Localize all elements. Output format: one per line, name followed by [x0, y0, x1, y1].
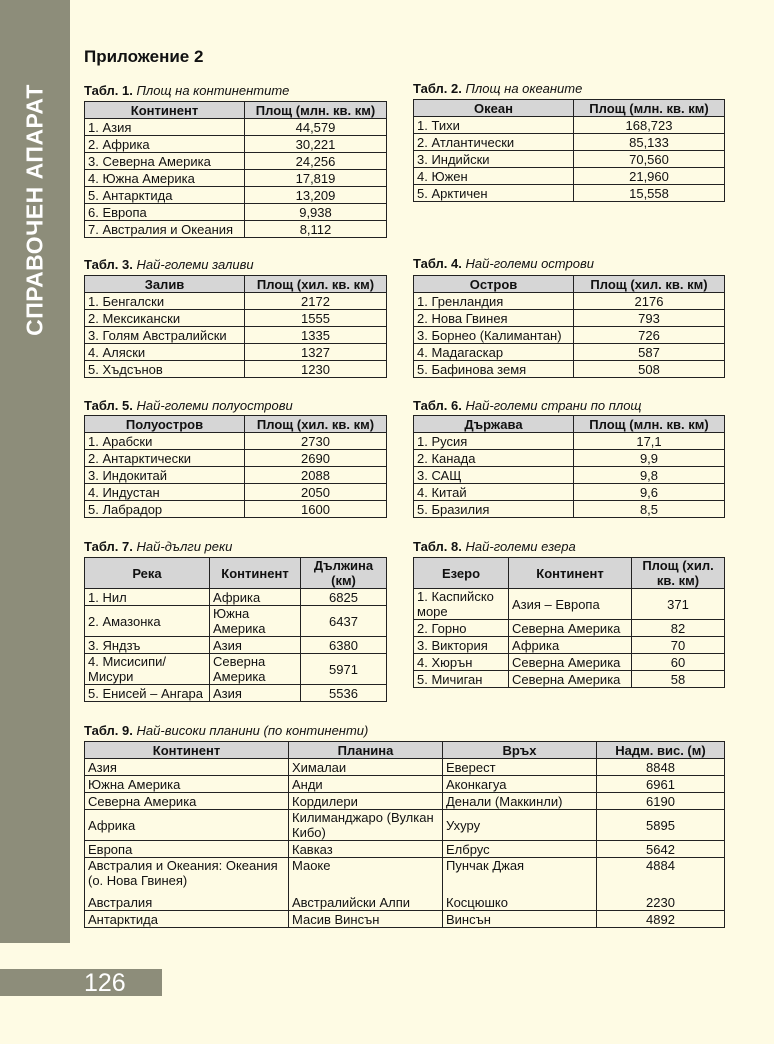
table-cell: 5. Бразилия: [414, 501, 574, 518]
table-1-header: Площ (млн. кв. км): [245, 102, 387, 119]
table-1-name: Площ на континентите: [136, 83, 290, 98]
table-cell: Европа: [85, 841, 289, 858]
table-cell: 4. Индустан: [85, 484, 245, 501]
table-9-header: Връх: [443, 742, 597, 759]
table-cell: 1. Каспийско море: [414, 589, 509, 620]
table-6-number: Табл. 6.: [413, 398, 462, 413]
table-row: [85, 654, 387, 685]
table-cell: 44,579: [245, 119, 387, 136]
table-6: [413, 415, 725, 518]
table-cell: 1335: [245, 327, 387, 344]
table-4-caption: [413, 256, 594, 271]
table-cell: 2. Нова Гвинея: [414, 310, 574, 327]
table-cell: Африка: [85, 810, 289, 841]
table-cell: 82: [632, 620, 725, 637]
table-cell: 21,960: [574, 168, 725, 185]
table-row: [414, 637, 725, 654]
table-row: [85, 204, 387, 221]
table-cell: 1. Гренландия: [414, 293, 574, 310]
table-row: [85, 841, 725, 858]
table-cell: 4. Южна Америка: [85, 170, 245, 187]
table-cell: Пунчак Джая: [443, 858, 597, 895]
table-cell: 5536: [301, 685, 387, 702]
table-row: [85, 467, 387, 484]
table-cell: Северна Америка: [509, 654, 632, 671]
table-row: [85, 153, 387, 170]
table-row: [85, 187, 387, 204]
table-cell: 70,560: [574, 151, 725, 168]
table-cell: 17,1: [574, 433, 725, 450]
table-cell: Австралийски Алпи: [289, 894, 443, 911]
table-2: [413, 99, 725, 202]
table-cell: 3. Голям Австралийски: [85, 327, 245, 344]
sidebar: [0, 0, 70, 943]
table-3-header: Залив: [85, 276, 245, 293]
table-cell: 3. Виктория: [414, 637, 509, 654]
table-cell: 2230: [597, 894, 725, 911]
table-cell: 1555: [245, 310, 387, 327]
table-row: [414, 671, 725, 688]
table-cell: Косцюшко: [443, 894, 597, 911]
table-cell: 5. Енисей – Ангара: [85, 685, 210, 702]
table-1: [84, 101, 387, 238]
table-cell: Азия: [210, 637, 301, 654]
table-cell: 7. Австралия и Океания: [85, 221, 245, 238]
table-cell: 8848: [597, 759, 725, 776]
table-row: [414, 433, 725, 450]
table-cell: 5895: [597, 810, 725, 841]
table-row: [85, 858, 725, 895]
table-cell: 8,112: [245, 221, 387, 238]
table-5: [84, 415, 387, 518]
table-row: [414, 450, 725, 467]
page-title: Приложение 2: [84, 47, 204, 66]
table-5-header: Полуостров: [85, 416, 245, 433]
table-cell: 6961: [597, 776, 725, 793]
table-cell: 2690: [245, 450, 387, 467]
table-5-caption: [84, 398, 293, 413]
table-cell: Денали (Маккинли): [443, 793, 597, 810]
table-row: [85, 310, 387, 327]
table-row: [414, 467, 725, 484]
table-2-header: Океан: [414, 100, 574, 117]
table-cell: Ухуру: [443, 810, 597, 841]
table-row: [85, 501, 387, 518]
table-cell: Южна Америка: [210, 606, 301, 637]
table-cell: Северна Америка: [509, 620, 632, 637]
table-cell: 3. Борнео (Калимантан): [414, 327, 574, 344]
table-cell: Северна Америка: [210, 654, 301, 685]
table-cell: 5642: [597, 841, 725, 858]
table-cell: 3. Индокитай: [85, 467, 245, 484]
table-row: [414, 293, 725, 310]
table-cell: 1. Азия: [85, 119, 245, 136]
table-cell: Винсън: [443, 911, 597, 928]
table-6-name: Най-големи страни по площ: [465, 398, 642, 413]
table-cell: 587: [574, 344, 725, 361]
table-row: [85, 433, 387, 450]
table-cell: 5. Мичиган: [414, 671, 509, 688]
table-5-header: Площ (хил. кв. км): [245, 416, 387, 433]
table-cell: 371: [632, 589, 725, 620]
table-row: [414, 484, 725, 501]
table-row: [85, 293, 387, 310]
table-cell: Австралия и Океания: Океания (о. Нова Гвинея): [85, 858, 289, 895]
table-cell: Еверест: [443, 759, 597, 776]
table-9-number: Табл. 9.: [84, 723, 133, 738]
table-cell: 70: [632, 637, 725, 654]
table-cell: Масив Винсън: [289, 911, 443, 928]
table-cell: 6. Европа: [85, 204, 245, 221]
table-row: [85, 589, 387, 606]
table-row: [85, 450, 387, 467]
table-row: [414, 134, 725, 151]
table-cell: 13,209: [245, 187, 387, 204]
table-4-header: Площ (хил. кв. км): [574, 276, 725, 293]
table-cell: 2. Мексикански: [85, 310, 245, 327]
table-cell: 24,256: [245, 153, 387, 170]
table-cell: 9,938: [245, 204, 387, 221]
table-cell: 2. Африка: [85, 136, 245, 153]
sidebar-label: СПРАВОЧЕН АПАРАТ: [21, 84, 48, 336]
table-7-header: Дължина (км): [301, 558, 387, 589]
table-cell: Южна Америка: [85, 776, 289, 793]
table-6-caption: [413, 398, 642, 413]
table-8-number: Табл. 8.: [413, 539, 462, 554]
table-cell: 5. Бафинова земя: [414, 361, 574, 378]
table-cell: 5. Арктичен: [414, 185, 574, 202]
table-9-header: Надм. вис. (м): [597, 742, 725, 759]
table-cell: Северна Америка: [509, 671, 632, 688]
table-cell: Аконкагуа: [443, 776, 597, 793]
table-9-header: Планина: [289, 742, 443, 759]
table-cell: 1. Нил: [85, 589, 210, 606]
table-row: [85, 484, 387, 501]
table-3-number: Табл. 3.: [84, 257, 133, 272]
table-8-header: Площ (хил. кв. км): [632, 558, 725, 589]
table-8: [413, 557, 725, 688]
table-9: [84, 741, 725, 928]
table-row: [85, 759, 725, 776]
table-cell: 726: [574, 327, 725, 344]
table-cell: 1. Русия: [414, 433, 574, 450]
page-number-bar: [0, 969, 162, 996]
table-row: [85, 361, 387, 378]
table-cell: 2730: [245, 433, 387, 450]
table-cell: 2172: [245, 293, 387, 310]
table-row: [414, 310, 725, 327]
table-8-header: Езеро: [414, 558, 509, 589]
table-8-name: Най-големи езера: [465, 539, 576, 554]
table-cell: 9,9: [574, 450, 725, 467]
table-cell: 9,8: [574, 467, 725, 484]
table-cell: 6380: [301, 637, 387, 654]
table-cell: 5971: [301, 654, 387, 685]
table-3-caption: [84, 257, 254, 272]
table-cell: Кордилери: [289, 793, 443, 810]
table-row: [414, 168, 725, 185]
table-row: [85, 685, 387, 702]
table-cell: 30,221: [245, 136, 387, 153]
table-cell: 5. Лабрадор: [85, 501, 245, 518]
table-row: [85, 894, 725, 911]
table-cell: 2. Атлантически: [414, 134, 574, 151]
table-cell: 4884: [597, 858, 725, 895]
table-cell: 6825: [301, 589, 387, 606]
table-row: [414, 117, 725, 134]
table-cell: 4. Мисисипи/ Мисури: [85, 654, 210, 685]
table-2-caption: [413, 81, 582, 96]
table-cell: Антарктида: [85, 911, 289, 928]
table-cell: 85,133: [574, 134, 725, 151]
table-cell: 4. Китай: [414, 484, 574, 501]
table-4-name: Най-големи острови: [465, 256, 594, 271]
table-cell: Африка: [509, 637, 632, 654]
table-row: [85, 344, 387, 361]
table-cell: 1. Тихи: [414, 117, 574, 134]
table-4: [413, 275, 725, 378]
table-cell: 3. Яндзъ: [85, 637, 210, 654]
table-row: [85, 119, 387, 136]
table-cell: 8,5: [574, 501, 725, 518]
table-cell: 4. Мадагаскар: [414, 344, 574, 361]
table-cell: Хималаи: [289, 759, 443, 776]
table-cell: 3. Северна Америка: [85, 153, 245, 170]
table-row: [414, 589, 725, 620]
table-7-name: Най-дълги реки: [136, 539, 233, 554]
table-cell: 1. Арабски: [85, 433, 245, 450]
table-cell: 793: [574, 310, 725, 327]
table-cell: 4. Аляски: [85, 344, 245, 361]
table-3-name: Най-големи заливи: [136, 257, 254, 272]
table-9-caption: [84, 723, 368, 738]
table-row: [414, 185, 725, 202]
table-cell: 168,723: [574, 117, 725, 134]
table-cell: 1600: [245, 501, 387, 518]
table-cell: 4. Хюрън: [414, 654, 509, 671]
table-1-caption: [84, 83, 289, 98]
table-9-name: Най-високи планини (по континенти): [136, 723, 369, 738]
table-cell: Африка: [210, 589, 301, 606]
table-cell: Елбрус: [443, 841, 597, 858]
table-9-header: Континент: [85, 742, 289, 759]
page-number: 126: [84, 969, 126, 997]
table-cell: 1327: [245, 344, 387, 361]
table-row: [414, 501, 725, 518]
table-cell: 1230: [245, 361, 387, 378]
table-cell: 4892: [597, 911, 725, 928]
table-5-name: Най-големи полуострови: [136, 398, 293, 413]
table-row: [414, 620, 725, 637]
table-row: [414, 361, 725, 378]
table-cell: 2. Амазонка: [85, 606, 210, 637]
table-row: [85, 637, 387, 654]
table-cell: Анди: [289, 776, 443, 793]
table-cell: 1. Бенгалски: [85, 293, 245, 310]
table-row: [85, 911, 725, 928]
table-row: [414, 151, 725, 168]
table-7: [84, 557, 387, 702]
table-cell: 58: [632, 671, 725, 688]
table-8-header: Континент: [509, 558, 632, 589]
table-row: [85, 606, 387, 637]
table-6-header: Държава: [414, 416, 574, 433]
table-row: [85, 221, 387, 238]
table-cell: Маоке: [289, 858, 443, 895]
table-row: [414, 344, 725, 361]
table-6-header: Площ (млн. кв. км): [574, 416, 725, 433]
table-cell: 6437: [301, 606, 387, 637]
table-cell: Азия – Европа: [509, 589, 632, 620]
table-3-header: Площ (хил. кв. км): [245, 276, 387, 293]
table-2-number: Табл. 2.: [413, 81, 462, 96]
table-cell: Азия: [85, 759, 289, 776]
table-cell: 3. Индийски: [414, 151, 574, 168]
table-cell: Килиманджаро (Вулкан Кибо): [289, 810, 443, 841]
table-cell: 5. Антарктида: [85, 187, 245, 204]
table-5-number: Табл. 5.: [84, 398, 133, 413]
table-cell: 6190: [597, 793, 725, 810]
table-cell: 508: [574, 361, 725, 378]
table-cell: 2. Канада: [414, 450, 574, 467]
table-1-number: Табл. 1.: [84, 83, 133, 98]
table-cell: 5. Хъдсънов: [85, 361, 245, 378]
table-cell: 9,6: [574, 484, 725, 501]
table-cell: Кавказ: [289, 841, 443, 858]
table-cell: 2088: [245, 467, 387, 484]
table-row: [85, 793, 725, 810]
table-cell: Северна Америка: [85, 793, 289, 810]
table-row: [85, 810, 725, 841]
table-2-name: Площ на океаните: [465, 81, 583, 96]
table-row: [85, 136, 387, 153]
table-7-header: Континент: [210, 558, 301, 589]
table-7-number: Табл. 7.: [84, 539, 133, 554]
table-cell: 3. САЩ: [414, 467, 574, 484]
table-cell: 15,558: [574, 185, 725, 202]
table-row: [85, 327, 387, 344]
table-4-header: Остров: [414, 276, 574, 293]
table-cell: 17,819: [245, 170, 387, 187]
table-row: [85, 170, 387, 187]
table-cell: Азия: [210, 685, 301, 702]
table-cell: 2. Горно: [414, 620, 509, 637]
table-7-caption: [84, 539, 232, 554]
table-cell: 2050: [245, 484, 387, 501]
table-row: [414, 654, 725, 671]
table-row: [85, 776, 725, 793]
table-row: [414, 327, 725, 344]
table-3: [84, 275, 387, 378]
table-cell: 2. Антарктически: [85, 450, 245, 467]
table-2-header: Площ (млн. кв. км): [574, 100, 725, 117]
table-cell: 2176: [574, 293, 725, 310]
table-cell: Австралия: [85, 894, 289, 911]
table-4-number: Табл. 4.: [413, 256, 462, 271]
table-cell: 4. Южен: [414, 168, 574, 185]
table-7-header: Река: [85, 558, 210, 589]
table-cell: 60: [632, 654, 725, 671]
table-8-caption: [413, 539, 576, 554]
table-1-header: Континент: [85, 102, 245, 119]
